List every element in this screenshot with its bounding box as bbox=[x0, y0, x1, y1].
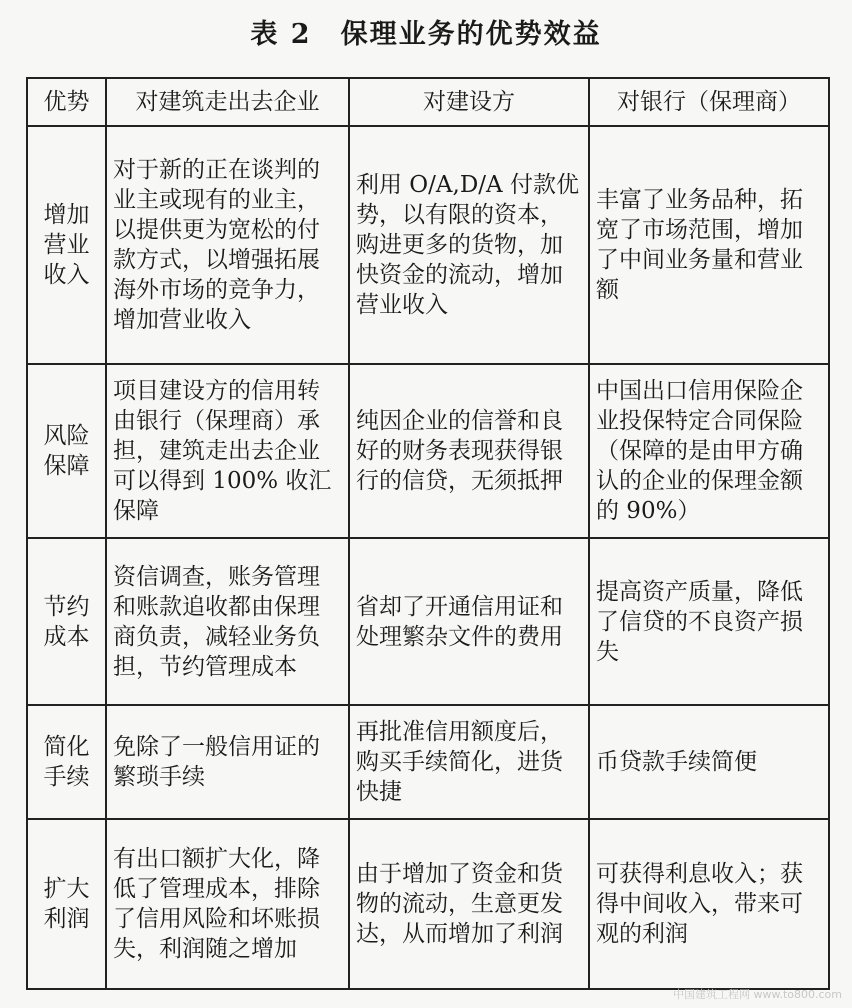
watermark: 中国建筑工程网 www.to800.com bbox=[672, 988, 842, 1001]
header-row bbox=[27, 78, 829, 126]
table-row bbox=[27, 126, 829, 364]
cell-enterprise: 有出口额扩大化，降低了管理成本，排除了信用风险和坏账损失，利润随之增加 bbox=[106, 819, 349, 989]
cell-bank: 提高资产质量，降低了信贷的不良资产损失 bbox=[589, 538, 829, 705]
cell-bank: 丰富了业务品种，拓宽了市场范围，增加了中间业务量和营业额 bbox=[589, 126, 829, 364]
cell-enterprise: 对于新的正在谈判的业主或现有的业主，以提供更为宽松的付款方式，以增强拓展海外市场的竞争力，增加营业收入 bbox=[106, 126, 349, 364]
table-row bbox=[27, 705, 829, 819]
cell-builder: 省却了开通信用证和处理繁杂文件的费用 bbox=[349, 538, 589, 705]
header-bank: 对银行（保理商） bbox=[589, 78, 829, 126]
row-advantage: 简化 手续 bbox=[27, 705, 106, 819]
cell-enterprise: 资信调查，账务管理和账款追收都由保理商负责，减轻业务负担，节约管理成本 bbox=[106, 538, 349, 705]
header-enterprise: 对建筑走出去企业 bbox=[106, 78, 349, 126]
row-advantage: 扩大 利润 bbox=[27, 819, 106, 989]
cell-builder: 再批准信用额度后，购买手续简化，进货快捷 bbox=[349, 705, 589, 819]
row-advantage: 节约 成本 bbox=[27, 538, 106, 705]
row-advantage: 风险 保障 bbox=[27, 364, 106, 538]
header-advantage: 优势 bbox=[27, 78, 106, 126]
cell-enterprise: 免除了一般信用证的繁琐手续 bbox=[106, 705, 349, 819]
advantages-table bbox=[26, 77, 830, 990]
cell-builder: 利用 O/A,D/A 付款优势，以有限的资本，购进更多的货物，加快资金的流动，增加营业收入 bbox=[349, 126, 589, 364]
cell-bank: 可获得利息收入；获得中间收入，带来可观的利润 bbox=[589, 819, 829, 989]
row-advantage: 增加 营业 收入 bbox=[27, 126, 106, 364]
table-title: 表 2 保理业务的优势效益 bbox=[250, 19, 602, 50]
cell-bank: 币贷款手续简便 bbox=[589, 705, 829, 819]
table-row bbox=[27, 538, 829, 705]
header-builder: 对建设方 bbox=[349, 78, 589, 126]
table-row bbox=[27, 819, 829, 989]
cell-enterprise: 项目建设方的信用转由银行（保理商）承担，建筑走出去企业可以得到 100% 收汇保障 bbox=[106, 364, 349, 538]
cell-bank: 中国出口信用保险企业投保特定合同保险（保障的是由甲方确认的企业的保理金额的 90%） bbox=[589, 364, 829, 538]
cell-builder: 纯因企业的信誉和良好的财务表现获得银行的信贷，无须抵押 bbox=[349, 364, 589, 538]
table-row bbox=[27, 364, 829, 538]
cell-builder: 由于增加了资金和货物的流动，生意更发达，从而增加了利润 bbox=[349, 819, 589, 989]
